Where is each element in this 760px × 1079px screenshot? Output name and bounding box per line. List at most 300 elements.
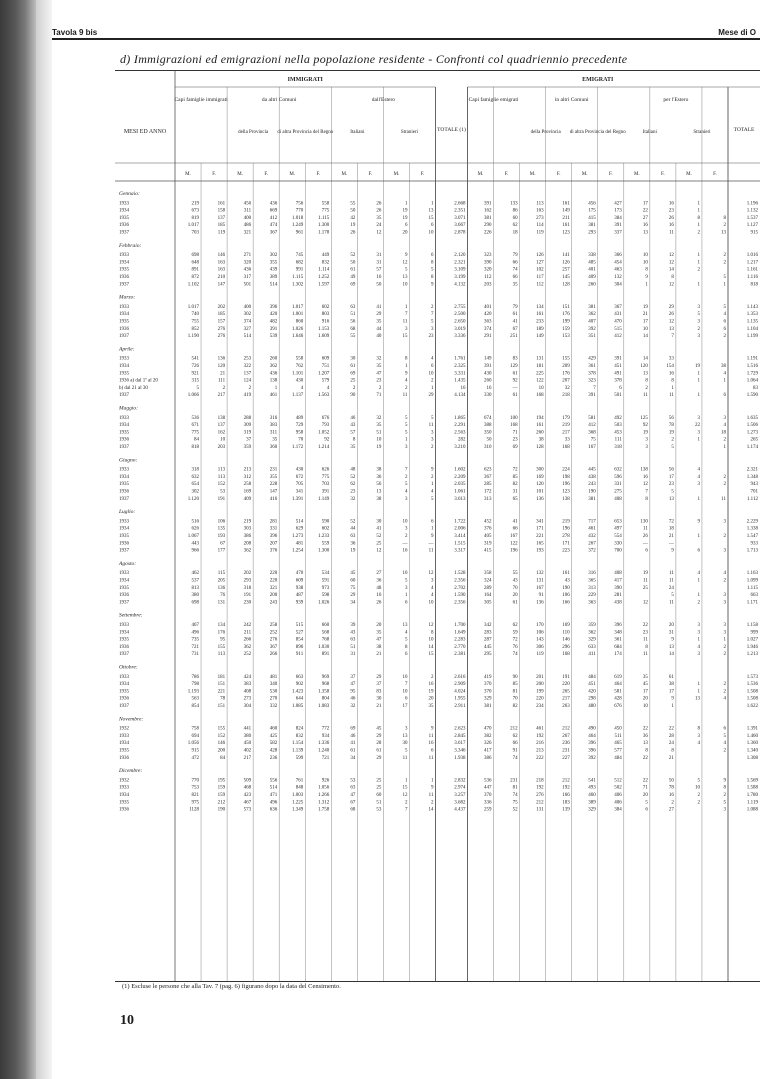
table-cell: 16: [376, 275, 382, 280]
table-cell: 1.101: [292, 371, 304, 377]
month-heading: Mese di O: [718, 28, 756, 37]
table-cell: 370: [484, 682, 492, 688]
table-cell: 207: [562, 378, 570, 384]
table-cell: 430: [484, 371, 492, 377]
table-cell: 19: [642, 571, 648, 577]
table-cell: 609: [321, 356, 330, 362]
table-cell: 382: [484, 733, 492, 739]
header-sex-label: F.: [316, 172, 321, 177]
table-cell: 793: [321, 423, 330, 429]
table-cell: 419: [484, 674, 492, 680]
table-cell: 3: [723, 548, 726, 554]
table-cell: 463: [614, 267, 622, 273]
table-cell: 5: [404, 415, 408, 421]
table-cell: 1.649: [454, 630, 466, 636]
table-cell: 210: [217, 275, 226, 280]
table-cell: 1.064: [746, 378, 758, 384]
table-cell: 25: [376, 785, 382, 791]
table-cell: 740: [191, 312, 200, 318]
table-cell: 288: [243, 415, 252, 421]
table-cell: 2: [431, 800, 434, 806]
table-cell: 1.300: [318, 548, 330, 554]
table-cell: 1: [431, 201, 434, 207]
table-cell: 5: [404, 423, 408, 429]
table-cell: 67: [220, 541, 226, 547]
header-sex-label: M.: [633, 172, 640, 177]
table-cell: 85: [512, 474, 518, 480]
table-cell: 2: [378, 385, 382, 391]
table-cell: 4: [697, 644, 700, 650]
table-cell: 3.682: [454, 800, 466, 806]
table-cell: 1: [671, 385, 674, 391]
table-cell: 198: [562, 474, 570, 480]
year-label: 1933: [119, 674, 129, 680]
table-cell: 11: [669, 600, 674, 606]
table-cell: 15: [428, 652, 434, 658]
table-cell: 453: [614, 430, 622, 436]
table-cell: 1.217: [746, 260, 758, 266]
table-cell: 19: [428, 689, 434, 695]
table-cell: 2: [697, 800, 700, 806]
table-cell: 8: [645, 267, 648, 273]
table-cell: 6: [723, 726, 726, 732]
table-cell: 32: [564, 385, 570, 391]
table-cell: 114: [536, 223, 544, 229]
table-cell: 101: [536, 489, 544, 495]
table-cell: 95: [350, 689, 356, 695]
table-cell: 484: [588, 674, 596, 680]
table-cell: 821: [191, 793, 200, 798]
header-sex-label: F.: [608, 172, 613, 177]
table-cell: 29: [428, 393, 434, 399]
table-cell: 119: [217, 230, 226, 236]
table-cell: 1.700: [454, 623, 466, 628]
header-sex-label: M.: [581, 172, 588, 177]
table-cell: 28: [668, 733, 674, 739]
table-cell: 48: [376, 585, 382, 591]
table-cell: 11: [402, 393, 408, 399]
table-cell: 136: [536, 496, 544, 502]
table-cell: 406: [614, 800, 622, 806]
table-cell: 376: [484, 526, 492, 532]
table-cell: 1.955: [454, 696, 466, 702]
table-cell: 735: [191, 637, 200, 643]
table-cell: 515: [614, 326, 622, 332]
table-cell: 62: [512, 733, 518, 739]
table-cell: 220: [536, 696, 544, 702]
table-cell: 939: [295, 600, 304, 606]
table-cell: 671: [191, 423, 200, 429]
table-cell: 253: [243, 356, 252, 362]
table-cell: 348: [614, 630, 622, 636]
table-cell: 396: [269, 534, 278, 539]
table-cell: 263: [562, 704, 570, 709]
table-cell: 430: [295, 378, 304, 384]
month-label: Marzo:: [119, 294, 136, 301]
header-sex-label: F.: [368, 172, 373, 177]
table-cell: 1: [697, 437, 700, 443]
table-cell: 70: [512, 585, 518, 591]
table-cell: 285: [484, 482, 492, 488]
table-cell: 5: [723, 800, 726, 806]
table-cell: 119: [536, 652, 544, 658]
table-cell: 71: [642, 785, 648, 791]
table-cell: 24: [668, 585, 674, 591]
table-cell: 313: [588, 585, 596, 591]
table-cell: 151: [217, 704, 226, 709]
table-cell: 391: [321, 489, 330, 495]
table-cell: 432: [588, 534, 596, 539]
table-cell: 20: [376, 623, 382, 628]
table-cell: 110: [562, 630, 570, 636]
table-cell: 18: [668, 526, 674, 532]
table-cell: 243: [588, 482, 596, 488]
table-cell: 2.650: [454, 319, 466, 325]
table-cell: 44: [376, 326, 382, 332]
table-cell: 276: [217, 326, 226, 332]
table-cell: 359: [588, 623, 596, 628]
month-label: Febbraio:: [119, 242, 142, 249]
table-cell: 1.573: [746, 674, 758, 680]
table-cell: 539: [269, 334, 278, 340]
table-cell: 112: [536, 282, 544, 288]
table-cell: 329: [484, 696, 492, 702]
table-cell: 1: [274, 385, 278, 391]
table-cell: 47: [376, 637, 382, 643]
table-cell: 2: [723, 793, 726, 798]
table-cell: 69: [350, 282, 356, 288]
table-cell: 211: [562, 215, 570, 221]
table-cell: 176: [562, 371, 570, 377]
table-cell: 515: [295, 623, 304, 628]
table-cell: 9: [431, 534, 434, 539]
table-cell: 1128: [189, 807, 200, 813]
table-cell: 122: [510, 541, 518, 547]
table-cell: 703: [321, 482, 330, 488]
table-cell: 242: [243, 623, 252, 628]
year-label: 1937: [119, 600, 129, 606]
table-cell: 415: [484, 548, 492, 554]
table-cell: 2.351: [454, 208, 466, 214]
table-cell: 490: [588, 726, 596, 732]
table-cell: 322: [243, 364, 252, 369]
table-cell: 7: [593, 385, 596, 391]
table-cell: 541: [191, 356, 200, 362]
table-cell: 52: [512, 807, 518, 813]
table-cell: 378: [588, 371, 596, 377]
table-cell: 300: [536, 467, 544, 473]
table-cell: 591: [321, 578, 330, 584]
table-cell: 115: [217, 571, 226, 577]
table-cell: 11: [721, 496, 726, 502]
table-cell: 35: [376, 423, 382, 429]
table-cell: 293: [588, 230, 596, 236]
table-cell: 31: [376, 260, 382, 266]
table-cell: 8: [723, 785, 726, 791]
table-cell: 502: [614, 785, 622, 791]
table-cell: 205: [217, 578, 226, 584]
table-cell: 454: [614, 260, 622, 266]
table-cell: 304: [243, 704, 252, 709]
table-cell: 1: [723, 445, 726, 450]
table-cell: 282: [458, 437, 466, 443]
table-cell: 124: [243, 378, 252, 384]
table-cell: 7: [404, 682, 408, 688]
table-cell: 128: [562, 282, 570, 288]
table-cell: 2: [697, 600, 700, 606]
table-cell: 682: [295, 260, 304, 266]
table-cell: 2: [431, 378, 434, 384]
header-sex-label: F.: [556, 172, 561, 177]
table-cell: 378: [614, 378, 622, 384]
table-cell: —: [512, 385, 518, 391]
table-cell: 44: [350, 526, 356, 532]
table-cell: 302: [243, 312, 252, 318]
table-cell: 183: [562, 800, 570, 806]
table-cell: 216: [536, 741, 544, 747]
table-cell: 1.336: [318, 741, 330, 747]
table-cell: 2.321: [746, 467, 758, 473]
table-cell: 38: [376, 644, 382, 650]
table-cell: 168: [562, 652, 570, 658]
table-cell: 2.668: [454, 201, 466, 207]
table-cell: 3: [697, 630, 700, 636]
header-in-altri-comuni: in altri Comuni: [554, 97, 589, 103]
table-cell: 1.423: [292, 689, 304, 695]
table-cell: 18: [512, 230, 518, 236]
table-cell: 391: [588, 393, 596, 399]
table-cell: 832: [321, 260, 330, 266]
table-cell: 50: [486, 437, 492, 443]
table-cell: 12: [428, 571, 434, 577]
table-cell: 400: [243, 304, 252, 310]
table-cell: 135: [217, 526, 226, 532]
table-cell: 281: [269, 519, 278, 525]
table-cell: 252: [269, 630, 278, 636]
table-cell: 2.325: [454, 364, 466, 369]
table-cell: 16: [486, 385, 492, 391]
table-cell: 5: [697, 778, 700, 784]
table-cell: 7: [404, 312, 408, 318]
table-cell: 155: [217, 644, 226, 650]
table-cell: 487: [295, 593, 304, 599]
table-cell: 57: [350, 430, 356, 436]
table-cell: 16: [402, 548, 408, 554]
table-cell: 598: [321, 593, 330, 599]
table-cell: 257: [562, 267, 570, 273]
table-cell: 3: [723, 519, 726, 525]
table-cell: 6: [431, 748, 434, 754]
table-cell: 191: [243, 593, 252, 599]
table-cell: 2.120: [454, 253, 466, 259]
table-cell: 536: [191, 415, 200, 421]
table-cell: 1.348: [746, 474, 758, 480]
table-cell: 8: [671, 378, 674, 384]
table-cell: 12: [376, 548, 382, 554]
table-cell: 626: [321, 467, 330, 473]
table-cell: 582: [269, 741, 278, 747]
table-cell: 6: [431, 223, 434, 229]
table-cell: 50: [376, 282, 382, 288]
table-cell: 3: [697, 415, 700, 421]
table-cell: 934: [321, 733, 330, 739]
table-cell: 337: [614, 230, 622, 236]
table-cell: 317: [243, 275, 252, 280]
table-cell: 29: [376, 755, 382, 761]
year-label: 1937: [119, 496, 129, 502]
header-stranieri-emigrati: Stranieri: [693, 130, 711, 135]
table-cell: 51: [350, 312, 356, 318]
table-cell: 5: [431, 319, 434, 325]
table-cell: 755: [191, 319, 200, 325]
table-cell: 146: [217, 741, 226, 747]
table-cell: 221: [536, 534, 544, 539]
table-cell: 3.019: [454, 326, 466, 332]
table-cell: 201: [536, 674, 544, 680]
table-cell: 559: [321, 541, 330, 547]
table-cell: 10: [642, 253, 648, 259]
table-cell: 113: [536, 201, 544, 207]
table-cell: 467: [191, 623, 200, 628]
table-cell: 1.254: [292, 548, 304, 554]
table-cell: 3.317: [454, 548, 466, 554]
table-cell: 145: [562, 275, 570, 280]
table-cell: 90: [512, 674, 518, 680]
table-cell: 1.003: [292, 793, 304, 798]
table-cell: 233: [536, 319, 544, 325]
table-cell: 374: [484, 326, 492, 332]
table-cell: 22: [694, 423, 700, 429]
table-cell: 252: [243, 652, 252, 658]
year-label: 1934: [119, 526, 129, 532]
table-cell: 8: [697, 215, 700, 221]
table-cell: 25: [376, 541, 382, 547]
table-cell: 391: [484, 364, 492, 369]
table-cell: 1.017: [187, 304, 200, 310]
table-cell: 609: [295, 578, 304, 584]
table-cell: 23: [668, 208, 674, 214]
table-cell: 3: [697, 304, 700, 310]
table-cell: 381: [484, 704, 492, 709]
table-cell: 8: [404, 644, 408, 650]
header-sex-label: F.: [504, 172, 509, 177]
table-cell: 6: [431, 364, 434, 369]
table-cell: 492: [614, 415, 622, 421]
table-cell: 46: [350, 696, 356, 702]
table-cell: 1.137: [292, 393, 304, 399]
table-cell: 19: [642, 304, 648, 310]
table-cell: 6: [645, 548, 648, 554]
month-label: Luglio:: [119, 509, 136, 516]
table-cell: 1: [697, 223, 700, 229]
table-cell: 138: [562, 496, 570, 502]
table-cell: 55: [350, 201, 356, 207]
table-cell: 1.240: [318, 748, 330, 754]
table-cell: 450: [243, 741, 252, 747]
table-cell: 14: [428, 807, 434, 813]
table-cell: 770: [191, 778, 200, 784]
table-cell: 11: [669, 571, 674, 577]
table-cell: 29: [668, 304, 674, 310]
table-cell: 329: [588, 637, 596, 643]
table-cell: 14: [668, 652, 674, 658]
table-cell: 772: [321, 726, 330, 732]
table-cell: 120: [640, 364, 648, 369]
table-cell: 69: [350, 371, 356, 377]
table-cell: 10: [428, 637, 434, 643]
table-cell: 149: [536, 334, 544, 340]
table-cell: 22: [642, 208, 648, 214]
table-cell: 481: [295, 541, 304, 547]
table-cell: 195: [217, 778, 226, 784]
table-cell: 602: [321, 526, 330, 532]
table-cell: 181: [536, 364, 544, 369]
table-cell: 11: [428, 755, 434, 761]
table-cell: 968: [321, 682, 330, 688]
table-cell: 166: [562, 793, 570, 798]
table-cell: 10: [642, 704, 648, 709]
table-cell: 1.761: [454, 356, 466, 362]
table-cell: 1: [697, 201, 700, 207]
table-cell: 460: [269, 726, 278, 732]
table-cell: 6: [404, 696, 408, 702]
table-cell: 19: [350, 548, 356, 554]
table-cell: 5: [404, 637, 408, 643]
table-cell: 260: [484, 378, 492, 384]
year-label: 1937: [119, 334, 129, 340]
table-cell: 61: [350, 267, 356, 273]
table-cell: 396: [614, 623, 622, 628]
table-cell: 511: [614, 733, 622, 739]
table-cell: 66: [512, 741, 518, 747]
table-cell: 848: [295, 785, 304, 791]
table-cell: 276: [217, 334, 226, 340]
table-cell: 729: [295, 423, 304, 429]
table-cell: 306: [536, 644, 544, 650]
table-cell: 1.946: [746, 644, 758, 650]
table-cell: 632: [191, 474, 200, 480]
table-cell: 220: [269, 578, 278, 584]
table-cell: 159: [562, 326, 570, 332]
table-cell: 703: [191, 230, 200, 236]
table-cell: 2.229: [746, 519, 758, 525]
month-label: Agosto:: [119, 560, 137, 567]
table-cell: 34: [350, 755, 356, 761]
table-cell: 663: [295, 674, 304, 680]
table-cell: 653: [614, 519, 622, 525]
table-cell: 2.878: [454, 230, 466, 236]
table-cell: 902: [295, 682, 304, 688]
table-cell: 1.249: [292, 223, 304, 229]
table-cell: 13: [376, 489, 382, 495]
table-cell: 2: [404, 474, 408, 480]
table-cell: 212: [562, 778, 570, 784]
table-cell: 501: [243, 282, 252, 288]
table-cell: 943: [750, 482, 758, 488]
table-cell: 30: [402, 741, 408, 747]
table-cell: 5: [431, 415, 434, 421]
year-label: 1933: [119, 467, 129, 473]
table-cell: 581: [614, 689, 622, 695]
table-cell: 745: [295, 253, 304, 259]
table-cell: 392: [588, 326, 596, 332]
table-cell: 438: [614, 600, 622, 606]
table-cell: 417: [484, 748, 492, 754]
table-cell: 2: [723, 482, 726, 488]
table-cell: 619: [614, 674, 622, 680]
table-cell: 52: [350, 474, 356, 480]
table-cell: 185: [217, 223, 226, 229]
